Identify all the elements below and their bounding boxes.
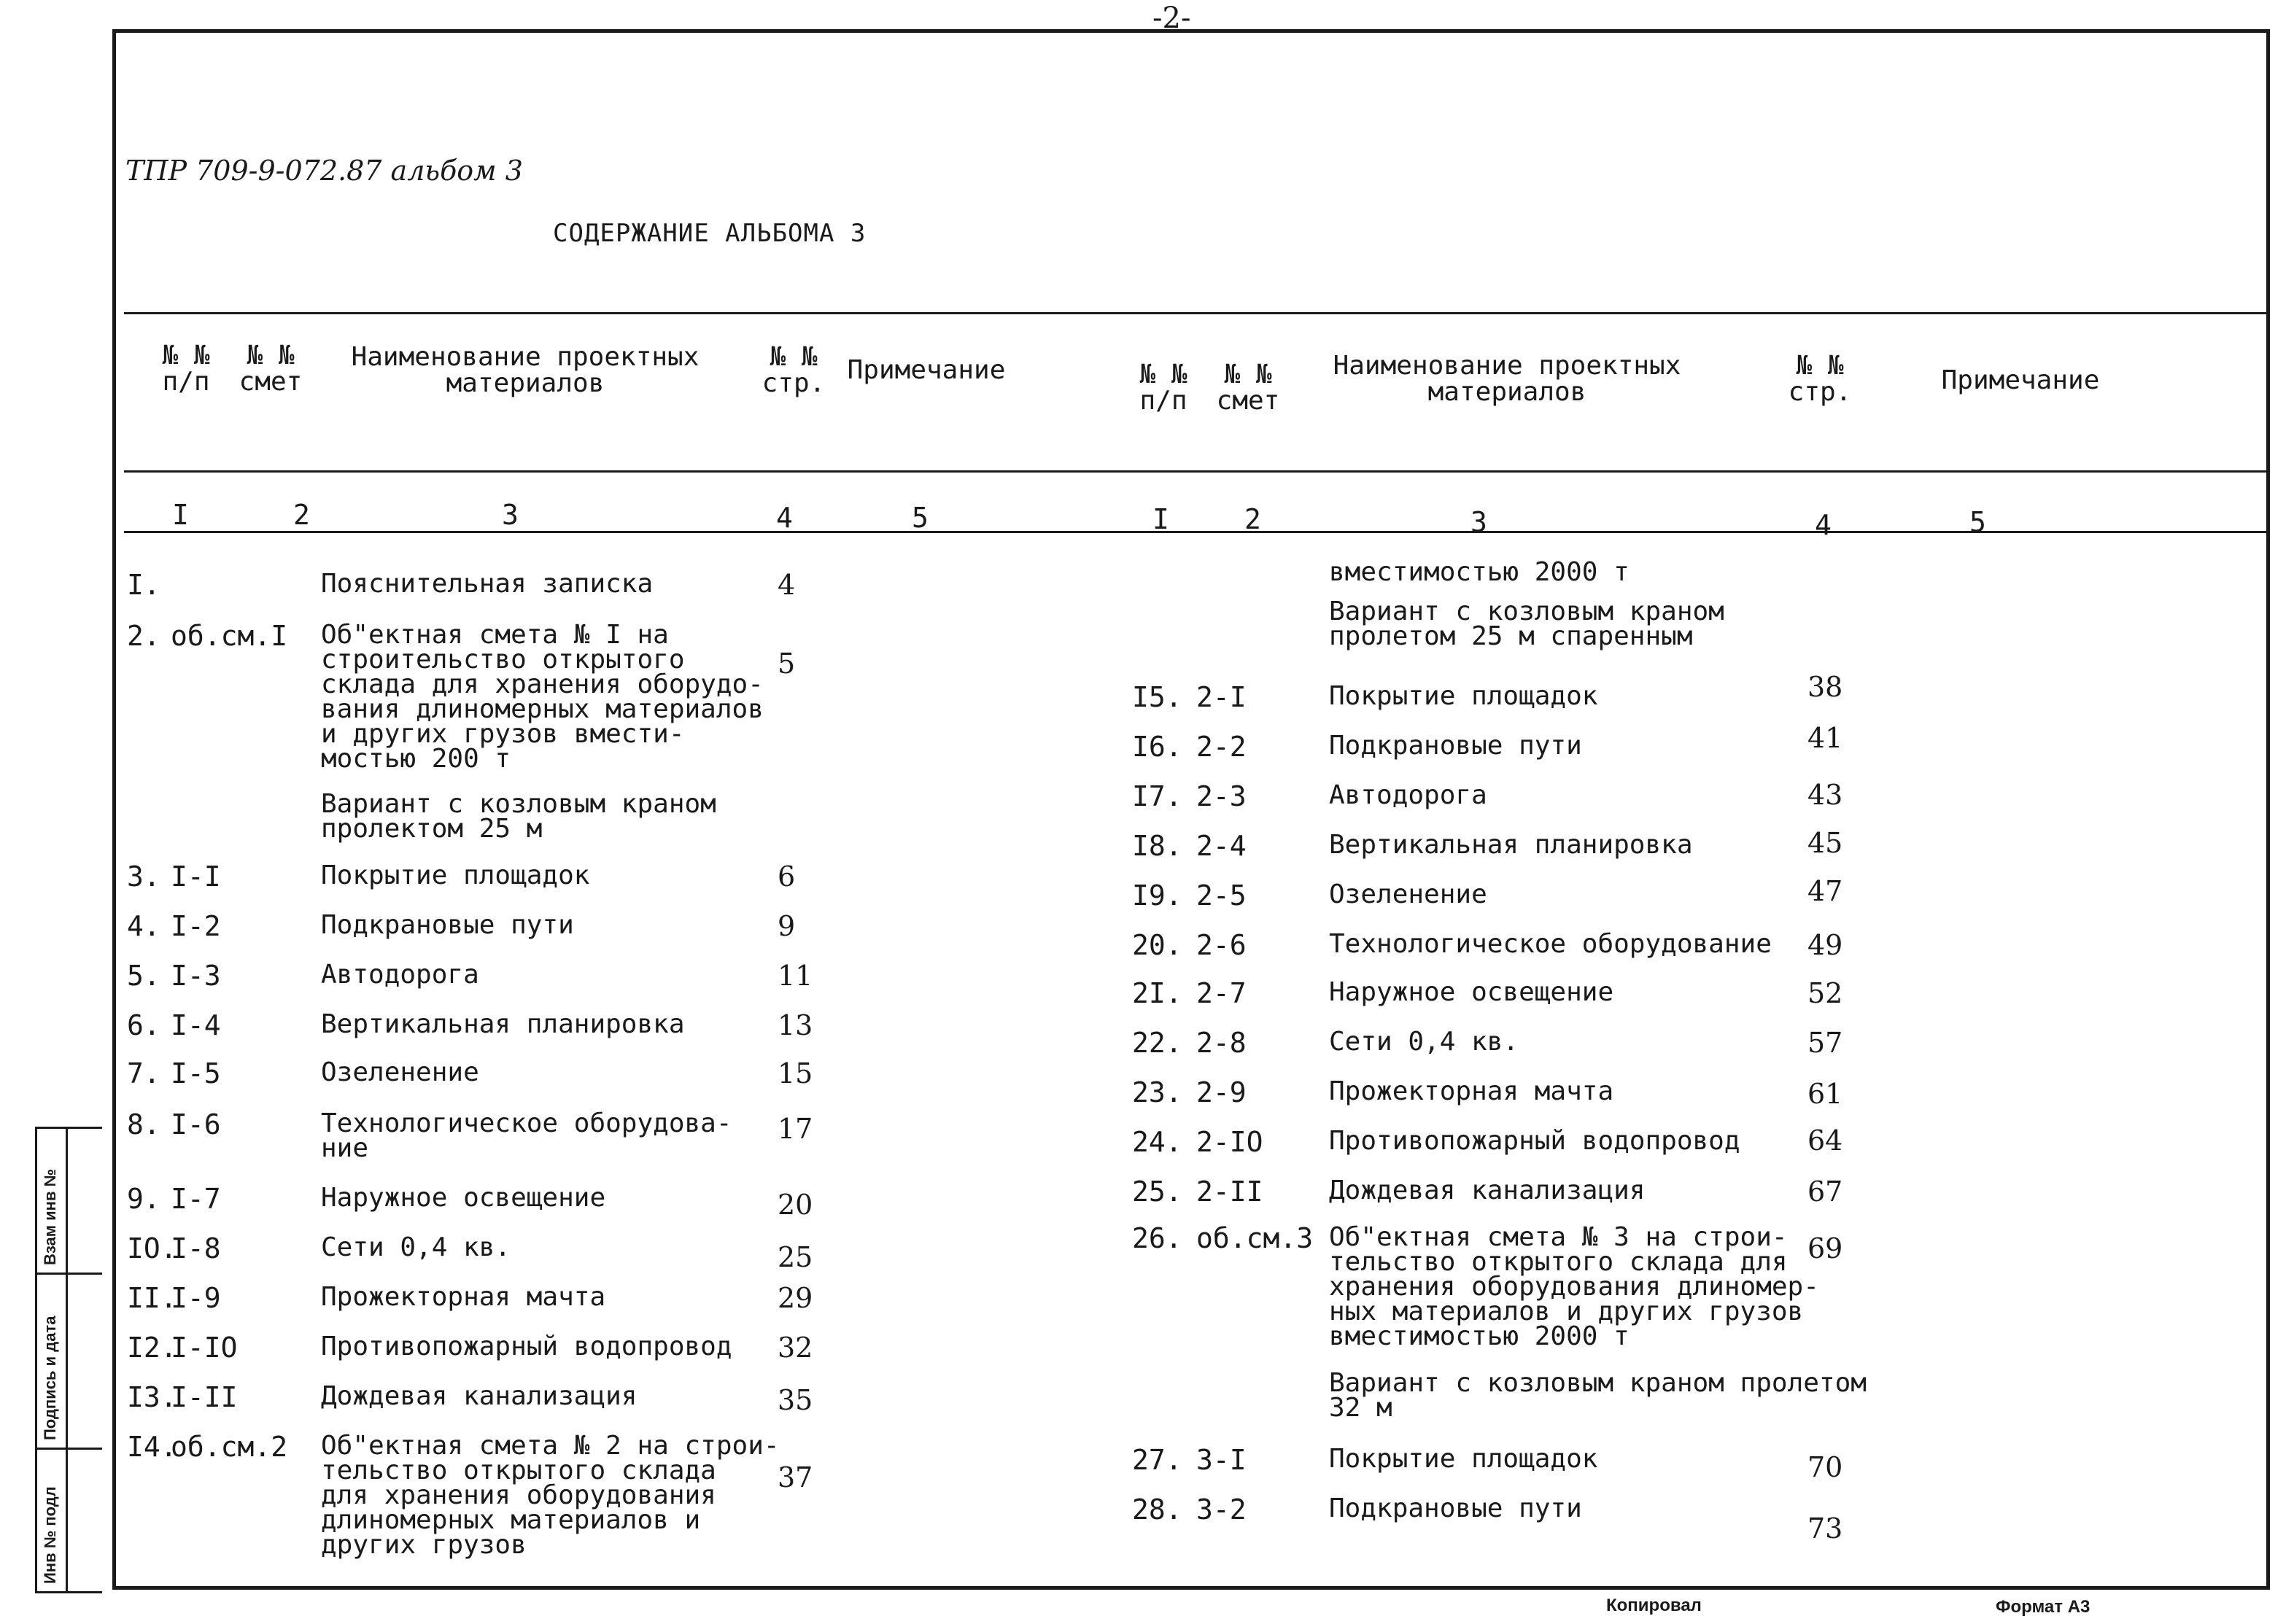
row-number: I5. xyxy=(1132,681,1182,713)
header-page: № № стр. xyxy=(762,342,826,398)
row-number: 6. xyxy=(127,1009,160,1041)
row-page: 37 xyxy=(778,1461,813,1493)
colnum-1: I xyxy=(172,499,189,531)
colnum-2: 2 xyxy=(293,499,310,531)
page-number: -2- xyxy=(1152,1,1191,35)
row-title: Технологическое оборудова- ние xyxy=(321,1108,732,1163)
row-estimate-code: 3-I xyxy=(1196,1444,1247,1476)
stamp-div-2 xyxy=(35,1448,102,1450)
row-number: I2. xyxy=(127,1332,177,1364)
row-title: Вариант с козловым краном пролектом 25 м xyxy=(321,789,716,844)
row-title: Автодорога xyxy=(1329,780,1487,810)
header-name: Наименование проектных материалов xyxy=(351,342,700,398)
row-estimate-code: 3-2 xyxy=(1196,1493,1247,1526)
row-page: 9 xyxy=(778,910,796,942)
row-page: 70 xyxy=(1807,1451,1843,1483)
row-title: Технологическое оборудование xyxy=(1329,929,1772,959)
row-number: 28. xyxy=(1132,1493,1182,1526)
row-estimate-code: I-IO xyxy=(171,1332,238,1364)
row-estimate-code: I-4 xyxy=(171,1009,221,1041)
row-number: 27. xyxy=(1132,1444,1182,1476)
header-num-pp-right: № № п/п xyxy=(1139,360,1187,416)
colnum-3-right: 3 xyxy=(1470,506,1487,538)
row-estimate-code: об.см.2 xyxy=(171,1431,288,1463)
row-title: Сети 0,4 кв. xyxy=(1329,1027,1519,1057)
row-page: 52 xyxy=(1807,977,1843,1009)
colnum-1-right: I xyxy=(1152,503,1169,535)
stamp-edge-left xyxy=(35,1127,37,1593)
row-title: Озеленение xyxy=(321,1057,479,1087)
row-estimate-code: I-8 xyxy=(171,1232,221,1264)
stamp-vzam-inv: Взам инв № xyxy=(41,1168,59,1265)
row-number: 2I. xyxy=(1132,977,1182,1009)
row-page: 5 xyxy=(778,648,796,680)
row-title: Дождевая канализация xyxy=(1329,1176,1646,1205)
row-number: 23. xyxy=(1132,1076,1182,1108)
row-number: 22. xyxy=(1132,1027,1182,1059)
row-number: 20. xyxy=(1132,929,1182,961)
row-estimate-code: I-7 xyxy=(171,1183,221,1215)
row-estimate-code: об.см.I xyxy=(171,620,288,652)
row-page: 49 xyxy=(1807,929,1843,961)
row-estimate-code: 2-9 xyxy=(1196,1076,1247,1108)
row-title: Покрытие площадок xyxy=(321,860,590,890)
row-number: I4. xyxy=(127,1431,177,1463)
row-estimate-code: 2-3 xyxy=(1196,780,1247,812)
row-title: Об"ектная смета № I на строительство открытого склада для хранения оборудо- вания длиномерных материалов и других грузов вмести- мостью 200 т xyxy=(321,620,764,774)
row-page: 13 xyxy=(778,1009,813,1041)
row-number: 3. xyxy=(127,860,160,893)
row-page: 67 xyxy=(1807,1176,1843,1208)
row-title: Об"ектная смета № 3 на строи- тельство открытого склада для хранения оборудования длиномер- ных материалов и других грузов вместимостью 2000 т xyxy=(1329,1222,1819,1351)
row-number: I. xyxy=(127,569,160,601)
colnum-4: 4 xyxy=(776,502,793,534)
row-page: 32 xyxy=(778,1332,813,1364)
row-page: 64 xyxy=(1807,1124,1843,1157)
footer-copied: Копировал xyxy=(1606,1596,1702,1615)
row-title: вместимостью 2000 т xyxy=(1329,557,1630,587)
row-estimate-code: I-2 xyxy=(171,910,221,942)
colnum-3: 3 xyxy=(502,499,519,531)
row-page: 41 xyxy=(1807,722,1843,754)
row-title: Прожекторная мачта xyxy=(1329,1076,1614,1106)
row-title: Вариант с козловым краном пролетом 32 м xyxy=(1329,1368,1867,1423)
row-page: 73 xyxy=(1807,1512,1843,1545)
colnum-5-right: 5 xyxy=(1969,506,1986,538)
header-name-right: Наименование проектных материалов xyxy=(1333,351,1681,407)
stamp-bottom xyxy=(35,1591,102,1593)
row-number: I7. xyxy=(1132,780,1182,812)
row-title: Вариант с козловым краном пролетом 25 м спаренным xyxy=(1329,597,1724,651)
row-title: Противопожарный водопровод xyxy=(321,1332,732,1361)
row-estimate-code: 2-7 xyxy=(1196,977,1247,1009)
row-page: 4 xyxy=(778,569,796,601)
row-number: 4. xyxy=(127,910,160,942)
row-title: Покрытие площадок xyxy=(1329,681,1598,711)
row-title: Подкрановые пути xyxy=(1329,731,1582,761)
row-title: Пояснительная записка xyxy=(321,569,654,599)
row-number: 5. xyxy=(127,960,160,992)
header-note: Примечание xyxy=(847,355,1006,385)
row-number: I6. xyxy=(1132,731,1182,763)
header-page-right: № № стр. xyxy=(1788,351,1852,407)
row-title: Подкрановые пути xyxy=(321,910,574,940)
row-estimate-code: 2-5 xyxy=(1196,879,1247,912)
row-estimate-code: I-II xyxy=(171,1381,238,1413)
row-page: 29 xyxy=(778,1282,813,1314)
row-estimate-code: I-6 xyxy=(171,1108,221,1141)
stamp-podpis-data: Подпись и дата xyxy=(41,1316,59,1440)
row-page: 47 xyxy=(1807,875,1843,907)
row-page: 38 xyxy=(1807,671,1843,703)
footer-format: Формат А3 xyxy=(1996,1597,2090,1617)
row-page: 35 xyxy=(778,1384,813,1416)
row-title: Противопожарный водопровод xyxy=(1329,1126,1740,1156)
row-estimate-code: I-9 xyxy=(171,1282,221,1314)
row-number: I9. xyxy=(1132,879,1182,912)
row-title: Вертикальная планировка xyxy=(321,1009,685,1039)
row-estimate-code: 2-I xyxy=(1196,681,1247,713)
row-page: 57 xyxy=(1807,1027,1843,1059)
row-number: IO. xyxy=(127,1232,177,1264)
row-estimate-code: об.см.3 xyxy=(1196,1222,1314,1254)
page-title: СОДЕРЖАНИЕ АЛЬБОМА 3 xyxy=(553,219,867,248)
row-number: 2. xyxy=(127,620,160,652)
row-number: I8. xyxy=(1132,830,1182,862)
header-num-pp: № № п/п xyxy=(162,341,210,397)
row-page: 61 xyxy=(1807,1078,1843,1110)
header-num-smet: № № смет xyxy=(239,341,303,397)
row-number: 26. xyxy=(1132,1222,1182,1254)
row-page: 6 xyxy=(778,860,796,893)
row-page: 45 xyxy=(1807,827,1843,859)
row-estimate-code: 2-IO xyxy=(1196,1126,1263,1158)
row-page: 11 xyxy=(778,960,813,992)
row-page: 15 xyxy=(778,1057,813,1089)
row-number: 8. xyxy=(127,1108,160,1141)
row-title: Наружное освещение xyxy=(321,1183,606,1213)
row-page: 43 xyxy=(1807,779,1843,811)
row-number: 7. xyxy=(127,1057,160,1089)
row-title: Автодорога xyxy=(321,960,479,990)
row-title: Вертикальная планировка xyxy=(1329,830,1693,860)
row-title: Покрытие площадок xyxy=(1329,1444,1598,1474)
row-number: 25. xyxy=(1132,1176,1182,1208)
row-title: Дождевая канализация xyxy=(321,1381,638,1411)
row-title: Озеленение xyxy=(1329,879,1487,909)
row-title: Подкрановые пути xyxy=(1329,1493,1582,1523)
row-estimate-code: I-5 xyxy=(171,1057,221,1089)
row-estimate-code: 2-II xyxy=(1196,1176,1263,1208)
row-estimate-code: 2-6 xyxy=(1196,929,1247,961)
colnum-5: 5 xyxy=(912,502,929,534)
row-number: II. xyxy=(127,1282,177,1314)
row-estimate-code: I-I xyxy=(171,860,221,893)
stamp-inv-podl: Инв № подл xyxy=(41,1486,59,1584)
stamp-edge-inner xyxy=(66,1127,68,1593)
header-note-right: Примечание xyxy=(1941,365,2100,395)
row-number: 24. xyxy=(1132,1126,1182,1158)
row-title: Об"ектная смета № 2 на строи- тельство открытого склада для хранения оборудования длиномерных материалов и других грузов xyxy=(321,1431,780,1560)
colnum-2-right: 2 xyxy=(1244,503,1261,535)
row-number: I3. xyxy=(127,1381,177,1413)
row-page: 20 xyxy=(778,1189,813,1221)
row-title: Наружное освещение xyxy=(1329,977,1614,1007)
header-num-smet-right: № № смет xyxy=(1216,360,1280,416)
column-number-rule xyxy=(124,531,2268,533)
row-page: 69 xyxy=(1807,1232,1843,1264)
header-bottom-rule xyxy=(124,470,2268,473)
row-estimate-code: 2-2 xyxy=(1196,731,1247,763)
stamp-div-1 xyxy=(35,1273,102,1275)
row-number: 9. xyxy=(127,1183,160,1215)
row-estimate-code: 2-8 xyxy=(1196,1027,1247,1059)
stamp-top xyxy=(35,1127,102,1129)
row-page: 25 xyxy=(778,1241,813,1273)
row-page: 17 xyxy=(778,1113,813,1145)
row-estimate-code: 2-4 xyxy=(1196,830,1247,862)
table-top-rule xyxy=(124,312,2268,314)
document-code: ТПР 709-9-072.87 альбом 3 xyxy=(125,155,523,187)
colnum-4-right: 4 xyxy=(1815,509,1832,541)
row-estimate-code: I-3 xyxy=(171,960,221,992)
row-title: Прожекторная мачта xyxy=(321,1282,606,1312)
row-title: Сети 0,4 кв. xyxy=(321,1232,511,1262)
